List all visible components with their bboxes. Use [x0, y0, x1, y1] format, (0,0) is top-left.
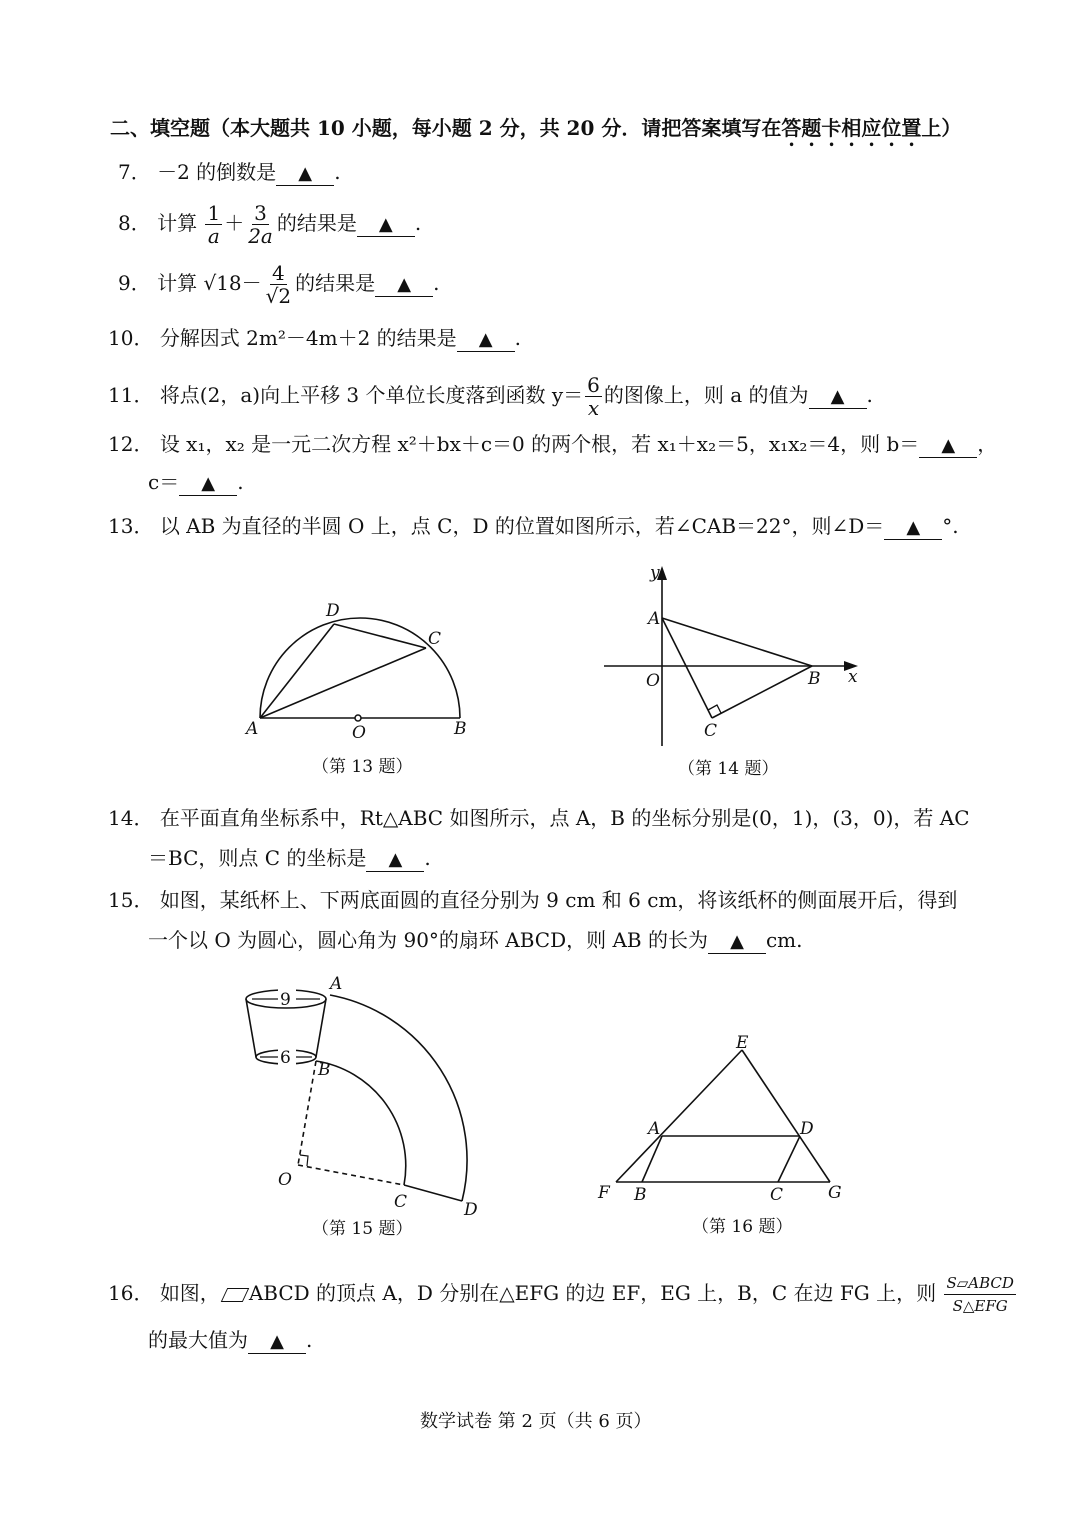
figure-14-caption: （第 14 题） [678, 759, 779, 779]
figure-13 [240, 598, 500, 748]
label-f: F [598, 1183, 610, 1203]
fraction-numerator: 4 [272, 261, 285, 285]
label-a: A [330, 974, 343, 994]
question-13 [108, 512, 959, 540]
label-b: B [454, 719, 467, 739]
question-text: 在平面直角坐标系中，Rt△ABC 如图所示，点 A，B 的坐标分别是(0，1)，(3，0)，若 AC [159, 806, 970, 830]
question-16-line-2 [148, 1326, 312, 1354]
fraction-numerator: 1 [207, 201, 221, 225]
label-a: A [246, 719, 259, 739]
fraction [246, 202, 275, 247]
question-text: 将点(2，a)向上平移 3 个单位长度落到函数 y＝ [159, 383, 584, 407]
question-end: . [866, 383, 873, 407]
label-b: B [634, 1185, 647, 1205]
label-b: B [808, 669, 821, 689]
fraction-numerator: 6 [587, 373, 600, 397]
question-text: c＝ [148, 470, 180, 494]
figure-14 [590, 560, 870, 750]
fraction [205, 202, 222, 247]
label-e: E [736, 1033, 749, 1053]
label-y: y [650, 563, 660, 583]
question-text: 设 x₁，x₂ 是一元二次方程 x²＋bx＋c＝0 的两个根，若 x₁＋x₂＝5，x₁x₂＝4，则 b＝ [159, 432, 920, 456]
question-number: 8． [118, 211, 151, 235]
question-11 [108, 374, 873, 419]
figure-13-caption: （第 13 题） [312, 757, 413, 777]
question-text: ABCD 的顶点 A，D 分别在△EFG 的边 EF，EG 上，B，C 在边 FG 上，则 [248, 1281, 937, 1305]
question-12 [108, 430, 997, 458]
label-a: A [648, 609, 661, 629]
question-end: °. [942, 514, 959, 538]
figure-15-caption: （第 15 题） [312, 1219, 413, 1239]
figure-16-caption: （第 16 题） [692, 1217, 793, 1237]
question-10 [108, 324, 521, 352]
label-6: 6 [280, 1048, 291, 1068]
question-text: 分解因式 2m²－4m＋2 的结果是 [159, 326, 457, 350]
label-c: C [394, 1192, 408, 1212]
label-c: C [704, 721, 718, 741]
parallelogram-icon [221, 1288, 250, 1302]
answer-blank[interactable]: ▲ [248, 1331, 306, 1354]
question-7 [118, 158, 341, 186]
question-number: 9． [118, 271, 151, 295]
question-number: 15． [108, 888, 154, 912]
question-text: 的结果是 [295, 271, 376, 295]
question-9 [118, 262, 439, 307]
fraction [944, 1272, 1015, 1317]
question-end: . [433, 271, 440, 295]
fraction-denominator: √2 [265, 284, 292, 308]
section-heading-text: 二、填空题（本大题共 10 小题，每小题 2 分，共 20 分．请把答案填写在 [110, 116, 782, 140]
question-8 [118, 202, 421, 247]
question-number: 11． [108, 383, 154, 407]
question-text: 计算 √18－ [157, 271, 262, 295]
label-9: 9 [280, 990, 291, 1010]
answer-blank[interactable]: ▲ [809, 386, 867, 409]
section-heading-emphasis: 答题卡相应位置 [781, 116, 922, 140]
question-15 [108, 886, 957, 914]
label-c: C [428, 629, 442, 649]
question-14-line-2 [148, 844, 431, 872]
question-text: 如图，某纸杯上、下两底面圆的直径分别为 9 cm 和 6 cm，将该纸杯的侧面展开后，得到 [159, 888, 958, 912]
question-end: . [237, 470, 244, 494]
question-end: . [424, 846, 431, 870]
question-14 [108, 804, 970, 832]
question-number: 14． [108, 806, 154, 830]
answer-blank[interactable]: ▲ [357, 214, 415, 237]
operator: ＋ [224, 211, 245, 235]
answer-blank[interactable]: ▲ [919, 435, 977, 458]
fraction-denominator: a [207, 224, 220, 248]
label-o: O [278, 1170, 292, 1190]
label-c: C [770, 1185, 784, 1205]
fraction [585, 374, 602, 419]
label-a: A [648, 1119, 661, 1139]
question-16 [108, 1272, 1018, 1317]
fraction-denominator: 2a [248, 224, 273, 248]
fraction [264, 262, 293, 307]
label-o: O [646, 671, 660, 691]
label-d: D [464, 1200, 478, 1220]
question-number: 7． [118, 160, 151, 184]
fraction-denominator: S△EFG [952, 1297, 1008, 1315]
page-footer: 数学试卷 第 2 页（共 6 页） [420, 1411, 652, 1432]
fraction-numerator: 3 [254, 201, 267, 225]
label-b: B [318, 1060, 331, 1080]
question-number: 13． [108, 514, 154, 538]
question-15-line-2 [148, 926, 803, 954]
question-text: 以 AB 为直径的半圆 O 上，点 C，D 的位置如图所示，若∠CAB＝22°，则∠D＝ [159, 514, 885, 538]
question-end: . [514, 326, 522, 350]
question-end: cm. [765, 928, 803, 952]
answer-blank[interactable]: ▲ [179, 473, 237, 496]
question-text: 的结果是 [276, 211, 357, 235]
question-number: 16． [108, 1281, 154, 1305]
figure-15 [238, 975, 508, 1225]
answer-blank[interactable]: ▲ [375, 274, 433, 297]
answer-blank[interactable]: ▲ [457, 329, 515, 352]
answer-blank[interactable]: ▲ [366, 849, 424, 872]
label-g: G [828, 1183, 842, 1203]
answer-blank[interactable]: ▲ [708, 931, 766, 954]
question-text: 一个以 O 为圆心，圆心角为 90°的扇环 ABCD，则 AB 的长为 [148, 928, 708, 952]
fraction-numerator: S▱ABCD [944, 1272, 1015, 1295]
question-text: 的图像上，则 a 的值为 [603, 383, 809, 407]
label-x: x [848, 667, 858, 687]
question-text: －2 的倒数是 [157, 160, 277, 184]
section-heading-tail: 上） [921, 116, 962, 140]
question-text: 的最大值为 [148, 1328, 248, 1352]
section-heading [110, 114, 961, 151]
answer-blank[interactable]: ▲ [276, 163, 334, 186]
label-d: D [326, 601, 340, 621]
question-text: 计算 [157, 211, 198, 235]
question-end: . [306, 1328, 313, 1352]
question-number: 10． [108, 326, 154, 350]
question-12-line-2 [148, 468, 244, 496]
label-o: O [352, 723, 366, 743]
figure-16 [594, 1030, 854, 1210]
label-d: D [800, 1119, 814, 1139]
answer-blank[interactable]: ▲ [884, 517, 942, 540]
question-text: 如图， [159, 1281, 220, 1305]
question-end: . [414, 211, 422, 235]
question-text: ， [977, 432, 998, 456]
question-end: . [334, 160, 341, 184]
question-text: ＝BC，则点 C 的坐标是 [148, 846, 367, 870]
fraction-denominator: x [587, 396, 600, 420]
question-number: 12． [108, 432, 154, 456]
